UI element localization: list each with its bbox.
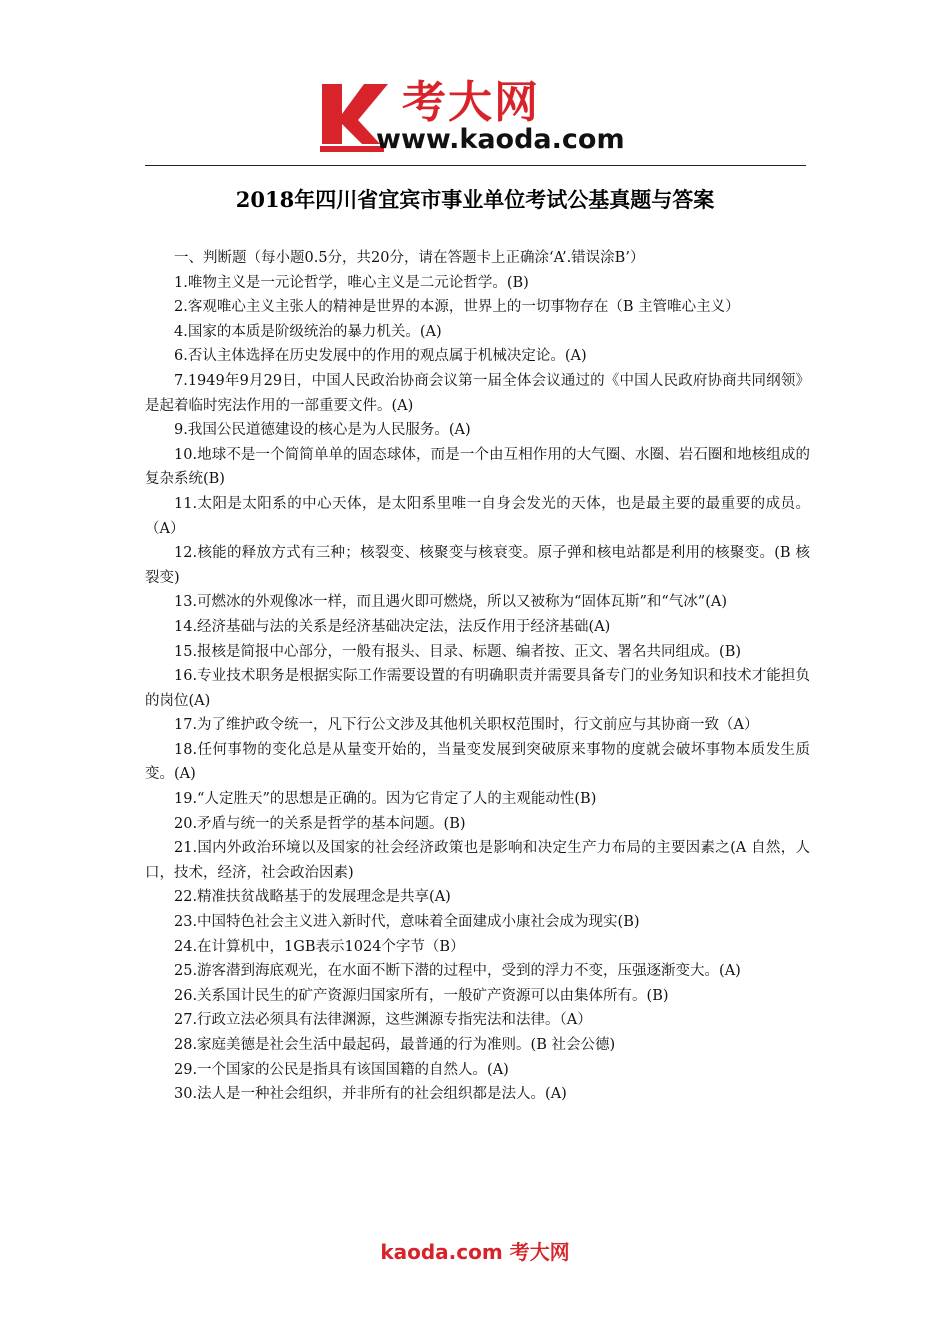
question-item: 17.为了维护政令统一，凡下行公文涉及其他机关职权范围时，行文前应与其协商一致（A）: [174, 717, 759, 734]
question-item: 22.精准扶贫战略基于的发展理念是共享(A): [174, 889, 451, 906]
question-item: 28.家庭美德是社会生活中最起码，最普通的行为准则。(B 社会公德): [174, 1037, 616, 1053]
question-item: 6.否认主体选择在历史发展中的作用的观点属于机械决定论。(A): [174, 348, 587, 365]
question-item: 1.唯物主义是一元论哲学，唯心主义是二元论哲学。(B): [174, 274, 529, 291]
question-item: 26.关系国计民生的矿产资源归国家所有，一般矿产资源可以由集体所有。(B): [174, 987, 669, 1004]
question-item: 11.太阳是太阳系的中心天体，是太阳系里唯一自身会发光的天体，也是最主要的最重要的成员。（A）: [145, 495, 810, 537]
question-item: 2.客观唯心主义主张人的精神是世界的本源，世界上的一切事物存在（B 主管唯心主义）: [174, 299, 740, 316]
question-item: 9.我国公民道德建设的核心是为人民服务。(A): [174, 422, 471, 439]
question-item: 25.游客潜到海底观光，在水面不断下潜的过程中，受到的浮力不变，压强逐渐变大。(A): [174, 963, 741, 980]
document-title: 2018年四川省宜宾市事业单位考试公基真题与答案: [235, 187, 715, 212]
question-item: 14.经济基础与法的关系是经济基础决定法，法反作用于经济基础(A): [174, 618, 611, 635]
question-item: 30.法人是一种社会组织，并非所有的社会组织都是法人。(A): [174, 1086, 567, 1103]
question-item: 10.地球不是一个简简单单的固态球体，而是一个由互相作用的大气圈、水圈、岩石圈和地核组成的复杂系统(B): [145, 446, 810, 488]
question-item: 13.可燃冰的外观像冰一样，而且遇火即可燃烧，所以又被称为“固体瓦斯”和“气冰”(A): [174, 594, 727, 611]
question-item: 12.核能的释放方式有三种；核裂变、核聚变与核衰变。原子弹和核电站都是利用的核聚变。(B 核裂变): [145, 545, 810, 586]
question-item: 24.在计算机中，1GB表示1024个字节（B）: [174, 938, 465, 955]
logo-url-text: www.kaoda.com: [376, 124, 625, 155]
question-item: 20.矛盾与统一的关系是哲学的基本问题。(B): [174, 815, 466, 832]
question-item: 18.任何事物的变化总是从量变开始的，当量变发展到突破原来事物的度就会破坏事物本质发生质变。(A): [145, 741, 810, 783]
header-divider: [145, 165, 806, 166]
question-item: 4.国家的本质是阶级统治的暴力机关。(A): [174, 323, 442, 340]
question-item: 21.国内外政治环境以及国家的社会经济政策也是影响和决定生产力布局的主要因素之(A 自然，人口，技术，经济，社会政治因素): [145, 840, 810, 881]
question-item: 7.1949年9月29日，中国人民政治协商会议第一届全体会议通过的《中国人民政府协商共同纲领》是起着临时宪法作用的一部重要文件。(A): [145, 372, 810, 414]
kaoda-logo: [318, 77, 648, 160]
logo-brand-text: 考大网: [402, 77, 540, 128]
question-list: [145, 246, 810, 1107]
question-item: 23.中国特色社会主义进入新时代，意味着全面建成小康社会成为现实(B): [174, 914, 640, 931]
page-footer: kaoda.com 考大网: [380, 1240, 570, 1264]
question-item: 16.专业技术职务是根据实际工作需要设置的有明确职责并需要具备专门的业务知识和技术才能担负的岗位(A): [145, 668, 810, 709]
question-item: 15.报核是简报中心部分，一般有报头、目录、标题、编者按、正文、署名共同组成。(B): [174, 643, 742, 660]
question-item: 19.“人定胜天”的思想是正确的。因为它肯定了人的主观能动性(B): [174, 791, 597, 808]
question-item: 29.一个国家的公民是指具有该国国籍的自然人。(A): [174, 1061, 509, 1078]
section-heading: 一、判断题（每小题0.5分，共20分，请在答题卡上正确涂‘A’.错误涂B’）: [174, 250, 645, 266]
question-item: 27.行政立法必须具有法律渊源，这些渊源专指宪法和法律。（A）: [174, 1012, 592, 1029]
